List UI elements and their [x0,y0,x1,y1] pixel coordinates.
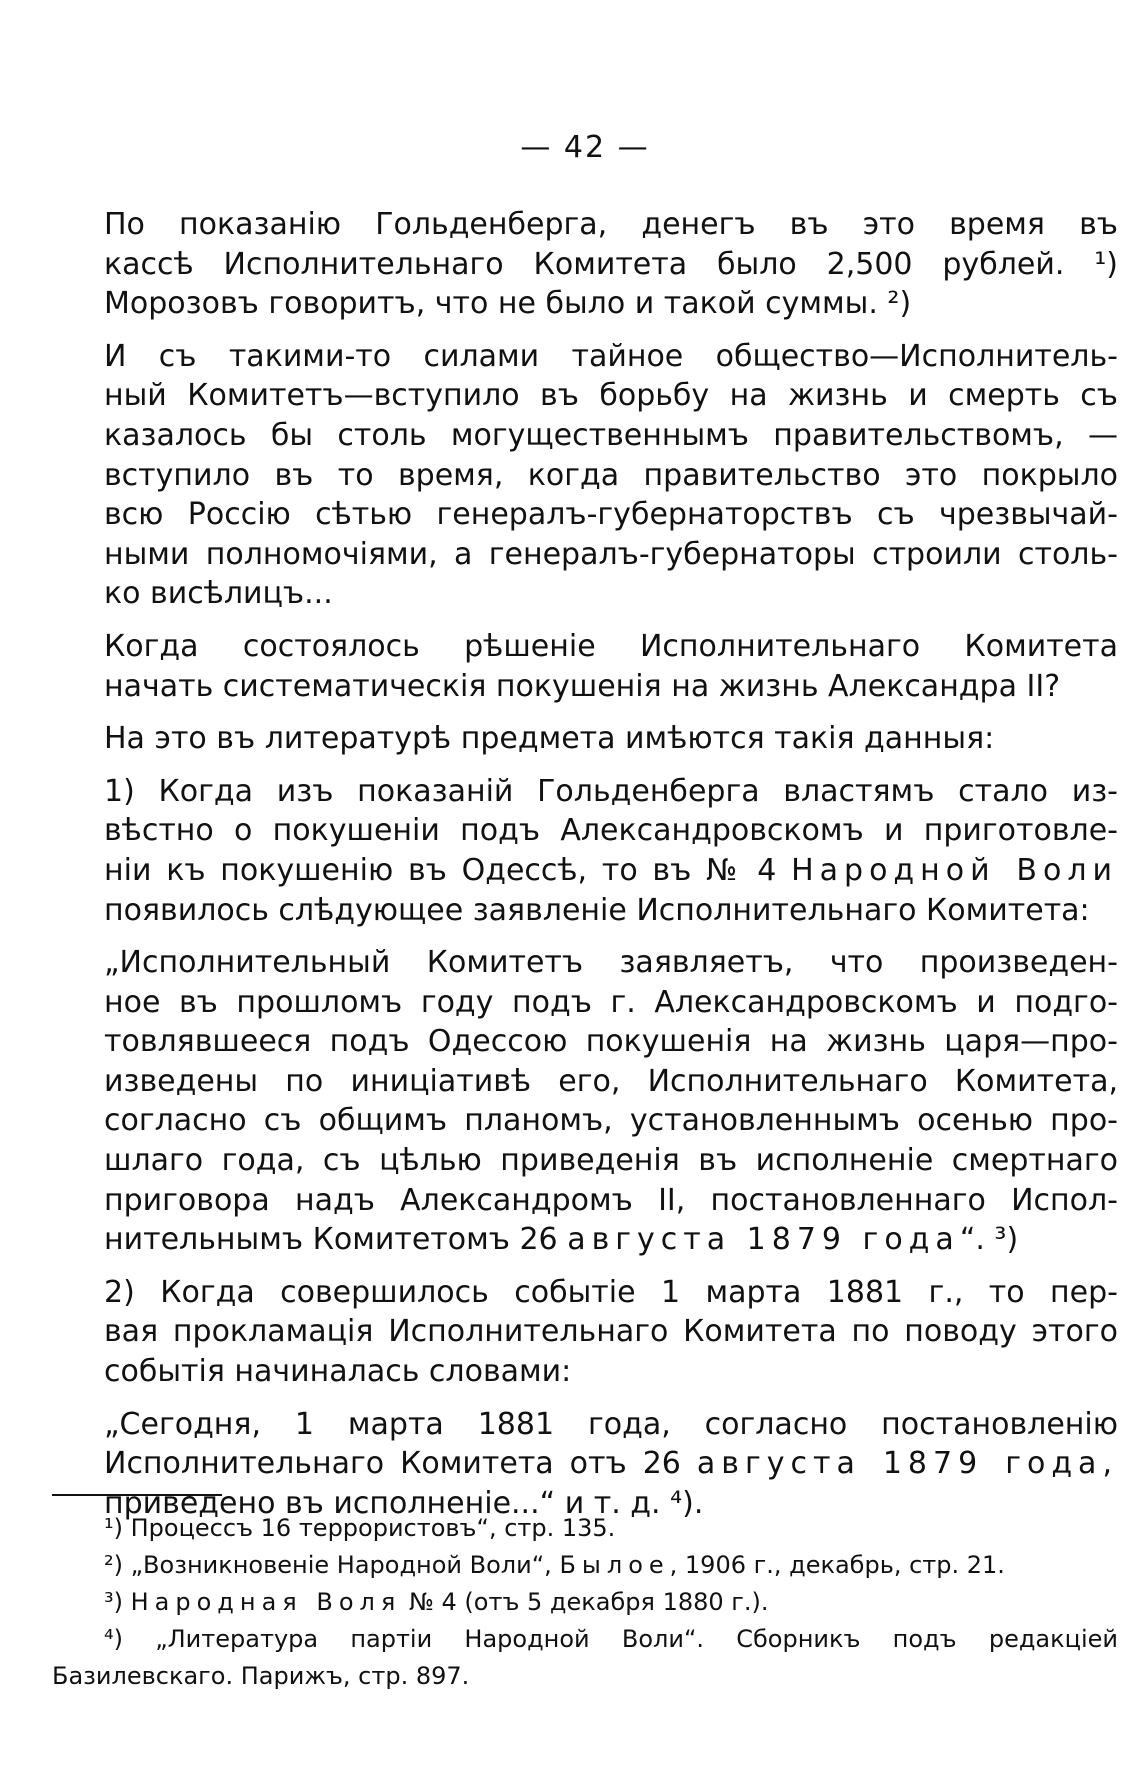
spaced-title: Народной Воли [791,852,1119,888]
text-line: Когда состоялось рѣшеніе Исполнительнаго Комитета [104,628,1118,664]
text-line-compound [52,1444,1118,1484]
text-line: „Сегодня, 1 марта 1881 года, согласно постановленію [104,1406,1118,1442]
footnotes [52,1510,1118,1695]
text-line: приговора надъ Александромъ II, постановленнаго Испол- [104,1182,1118,1218]
spaced-title: Народная Воля [130,1588,402,1616]
text-line: „Исполнительный Комитетъ заявляетъ, что произведен- [104,945,1118,981]
paragraph-2 [52,337,1118,614]
footnote-text: ²) „Возникновеніе Народной Воли“, [104,1551,552,1579]
footnote-3 [52,1584,1118,1621]
text-line: шлаго года, съ цѣлью приведенія въ исполненіе смертнаго [104,1143,1118,1179]
spaced-date: августа 1879 года [567,1222,960,1258]
text-line-compound [52,1220,1118,1260]
text-line: ный Комитетъ—вступило въ борьбу на жизнь и смерть съ [104,378,1118,414]
paragraph-4 [52,719,1118,759]
document-page [52,0,1118,1786]
text-line: ко висѣлицъ... [104,576,333,612]
text-line: По показанію Гольденберга, денегъ въ это время въ [104,207,1118,242]
text-line: начать систематическія покушенія на жизнь Александра II? [104,668,1061,704]
text-line: И съ такими-то силами тайное общество—Исполнитель- [104,338,1118,374]
footnote-text: , 1906 г., декабрь, стр. 21. [669,1551,1005,1579]
text-line: казалось бы столь могущественнымъ правительствомъ, — [104,417,1118,453]
spaced-title: Былое [559,1551,670,1579]
spaced-date: августа 1879 года, [696,1446,1118,1482]
text-line: вая прокламація Исполнительнаго Комитета по поводу этого [104,1314,1118,1350]
text-line: товлявшееся подъ Одессою покушенія на жизнь царя—про- [104,1024,1118,1060]
text-line: 2) Когда совершилось событіе 1 марта 1881 г., то пер- [104,1274,1118,1310]
text-line: приведено въ исполненіе...“ и т. д. ⁴). [104,1485,704,1521]
text-line: событія начиналась словами: [104,1354,572,1390]
text-line: всю Россію сѣтью генералъ-губернаторствъ съ чрезвычай- [104,497,1118,533]
footnote-2 [52,1547,1118,1584]
paragraph-8 [52,1405,1118,1524]
text-line: ными полномочіями, а генералъ-губернаторы строили столь- [104,536,1118,572]
text-line: вѣстно о покушеніи подъ Александровскомъ и приготовле- [104,813,1118,849]
text-line: Морозовъ говоритъ, что не было и такой суммы. ²) [104,286,912,322]
body-text [52,205,1118,1536]
text-segment: Исполнительнаго Комитета отъ 26 [104,1446,681,1482]
text-segment: ніи къ покушенію въ Одессѣ, то въ № 4 [104,852,777,888]
text-line: вступило въ то время, когда правительство это покрыло [104,457,1118,493]
text-segment: “. ³) [959,1222,1019,1258]
text-line: появилось слѣдующее заявленіе Исполнительнаго Комитета: [104,892,1090,928]
paragraph-1 [52,205,1118,324]
paragraph-3 [52,627,1118,706]
paragraph-5 [52,772,1118,930]
footnote-4-continuation: Базилевскаго. Парижъ, стр. 897. [52,1662,470,1690]
page-number: — 42 — [520,130,650,165]
text-line: согласно съ общимъ планомъ, установленнымъ осенью про- [104,1103,1118,1139]
paragraph-7 [52,1273,1118,1392]
footnote-text: ³) [104,1588,123,1616]
text-line: 1) Когда изъ показаній Гольденберга властямъ стало из- [104,773,1118,809]
text-line: кассѣ Исполнительнаго Комитета было 2,500 рублей. ¹) [104,246,1118,282]
text-line: ное въ прошломъ году подъ г. Александровскомъ и подго- [104,984,1118,1020]
text-line: На это въ литературѣ предмета имѣются такія данныя: [104,721,995,757]
text-segment: нительнымъ Комитетомъ 26 [104,1222,558,1258]
footnote-1: ¹) Процессъ 16 террористовъ“, стр. 135. [104,1514,616,1542]
footnote-divider [52,1494,222,1496]
footnote-text: № 4 (отъ 5 декабря 1880 г.). [408,1588,769,1616]
text-line: изведены по иниціативѣ его, Исполнительнаго Комитета, [104,1063,1118,1099]
footnote-4: ⁴) „Литература партіи Народной Воли“. Сборникъ подъ редакціей [104,1625,1118,1653]
text-line-compound [52,851,1118,891]
paragraph-6 [52,943,1118,1260]
